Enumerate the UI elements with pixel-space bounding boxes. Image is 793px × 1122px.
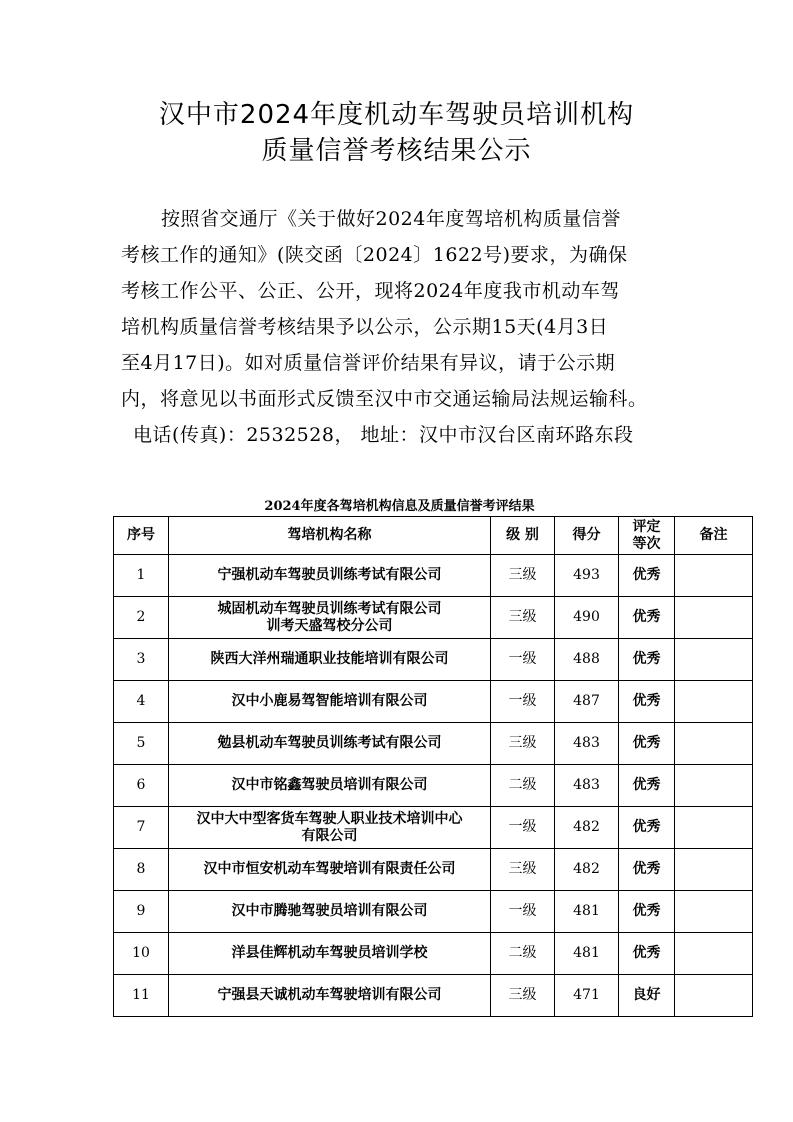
notice-line-1: 按照省交通厅《关于做好2024年度驾培机构质量信誉 — [161, 208, 621, 230]
row-no: 1 — [114, 555, 169, 597]
table-row — [114, 639, 753, 681]
row-name — [169, 765, 491, 807]
table-row — [114, 849, 753, 891]
row-note — [675, 639, 753, 681]
row-name — [169, 891, 491, 933]
table-row — [114, 975, 753, 1017]
row-grade: 优秀 — [619, 849, 675, 891]
header-grade: 评定等次 — [619, 517, 675, 555]
row-level: 三级 — [491, 555, 555, 597]
row-no: 5 — [114, 723, 169, 765]
row-no: 2 — [114, 597, 169, 639]
notice-line-2: 考核工作的通知》(陕交函〔2024〕1622号)要求，为确保 — [121, 244, 628, 266]
row-grade: 优秀 — [619, 933, 675, 975]
row-score: 483 — [555, 765, 619, 807]
row-name — [169, 681, 491, 723]
row-score: 493 — [555, 555, 619, 597]
org-name-line-1: 汉中市腾驰驾驶员培训有限公司 — [231, 903, 428, 919]
org-name-line-1: 汉中市铭鑫驾驶员培训有限公司 — [231, 777, 428, 793]
row-score: 483 — [555, 723, 619, 765]
org-name-line-1: 洋县佳辉机动车驾驶员培训学校 — [231, 945, 428, 961]
org-name-line-2: 训考天盛驾校分公司 — [266, 617, 393, 634]
row-no: 7 — [114, 807, 169, 849]
table-row — [114, 891, 753, 933]
row-level: 二级 — [491, 765, 555, 807]
row-score: 471 — [555, 975, 619, 1017]
org-name-line-1: 城固机动车驾驶员训练考试有限公司 — [217, 600, 442, 617]
row-level: 三级 — [491, 849, 555, 891]
notice-line-5: 至4月17日)。如对质量信誉评价结果有异议，请于公示期 — [121, 352, 616, 374]
table-row — [114, 597, 753, 639]
row-score: 488 — [555, 639, 619, 681]
row-level: 一级 — [491, 639, 555, 681]
row-no: 10 — [114, 933, 169, 975]
org-name-line-1: 宁强县天诚机动车驾驶培训有限公司 — [217, 987, 442, 1003]
row-grade: 优秀 — [619, 639, 675, 681]
row-note — [675, 849, 753, 891]
row-note — [675, 555, 753, 597]
notice-line-3: 考核工作公平、公正、公开，现将2024年度我市机动车驾 — [121, 280, 620, 302]
notice-line-4: 培机构质量信誉考核结果予以公示，公示期15天(4月3日 — [121, 316, 609, 338]
row-name — [169, 597, 491, 639]
row-name — [169, 933, 491, 975]
table-row — [114, 933, 753, 975]
row-level: 一级 — [491, 891, 555, 933]
table-row — [114, 723, 753, 765]
org-name-line-2: 有限公司 — [301, 827, 358, 844]
row-note — [675, 807, 753, 849]
table-row — [114, 807, 753, 849]
row-score: 482 — [555, 849, 619, 891]
notice-line-6: 内，将意见以书面形式反馈至汉中市交通运输局法规运输科。 — [121, 388, 648, 410]
notice-line-7: 电话(传真)：2532528， 地址：汉中市汉台区南环路东段 — [133, 424, 634, 446]
row-no: 6 — [114, 765, 169, 807]
row-level: 一级 — [491, 807, 555, 849]
row-no: 3 — [114, 639, 169, 681]
table-row — [114, 765, 753, 807]
row-note — [675, 597, 753, 639]
row-score: 490 — [555, 597, 619, 639]
org-name-line-1: 陕西大洋州瑞通职业技能培训有限公司 — [210, 651, 449, 667]
row-level: 三级 — [491, 597, 555, 639]
row-note — [675, 723, 753, 765]
table-row — [114, 681, 753, 723]
row-score: 482 — [555, 807, 619, 849]
header-name: 驾培机构名称 — [169, 517, 491, 555]
row-name — [169, 849, 491, 891]
row-name — [169, 807, 491, 849]
results-table — [113, 516, 753, 1017]
row-score: 481 — [555, 933, 619, 975]
table-row — [114, 555, 753, 597]
row-level: 三级 — [491, 723, 555, 765]
row-grade: 优秀 — [619, 891, 675, 933]
row-note — [675, 891, 753, 933]
row-grade: 优秀 — [619, 681, 675, 723]
row-score: 481 — [555, 891, 619, 933]
row-name — [169, 639, 491, 681]
header-no: 序号 — [114, 517, 169, 555]
row-grade: 优秀 — [619, 597, 675, 639]
row-note — [675, 933, 753, 975]
row-level: 二级 — [491, 933, 555, 975]
row-note — [675, 765, 753, 807]
org-name-line-1: 汉中市恒安机动车驾驶培训有限责任公司 — [203, 861, 456, 877]
row-level: 三级 — [491, 975, 555, 1017]
header-note: 备注 — [675, 517, 753, 555]
row-no: 11 — [114, 975, 169, 1017]
row-note — [675, 681, 753, 723]
header-score: 得分 — [555, 517, 619, 555]
org-name-line-1: 汉中小鹿易驾智能培训有限公司 — [231, 693, 428, 709]
row-name — [169, 723, 491, 765]
row-name — [169, 975, 491, 1017]
row-note — [675, 975, 753, 1017]
row-no: 4 — [114, 681, 169, 723]
row-level: 一级 — [491, 681, 555, 723]
page-title-line-1: 汉中市2024年度机动车驾驶员培训机构 — [158, 100, 635, 130]
page-title-line-2: 质量信誉考核结果公示 — [261, 136, 532, 166]
org-name-line-1: 汉中大中型客货车驾驶人职业技术培训中心 — [196, 810, 463, 827]
table-caption: 2024年度各驾培机构信息及质量信誉考评结果 — [264, 499, 535, 514]
row-grade: 优秀 — [619, 555, 675, 597]
row-no: 9 — [114, 891, 169, 933]
row-grade: 优秀 — [619, 807, 675, 849]
header-level: 级 别 — [491, 517, 555, 555]
row-name — [169, 555, 491, 597]
row-grade: 优秀 — [619, 765, 675, 807]
row-grade: 优秀 — [619, 723, 675, 765]
table-header-row — [114, 517, 753, 555]
org-name-line-1: 宁强机动车驾驶员训练考试有限公司 — [217, 567, 442, 583]
org-name-line-1: 勉县机动车驾驶员训练考试有限公司 — [217, 735, 442, 751]
row-no: 8 — [114, 849, 169, 891]
row-score: 487 — [555, 681, 619, 723]
row-grade: 良好 — [619, 975, 675, 1017]
